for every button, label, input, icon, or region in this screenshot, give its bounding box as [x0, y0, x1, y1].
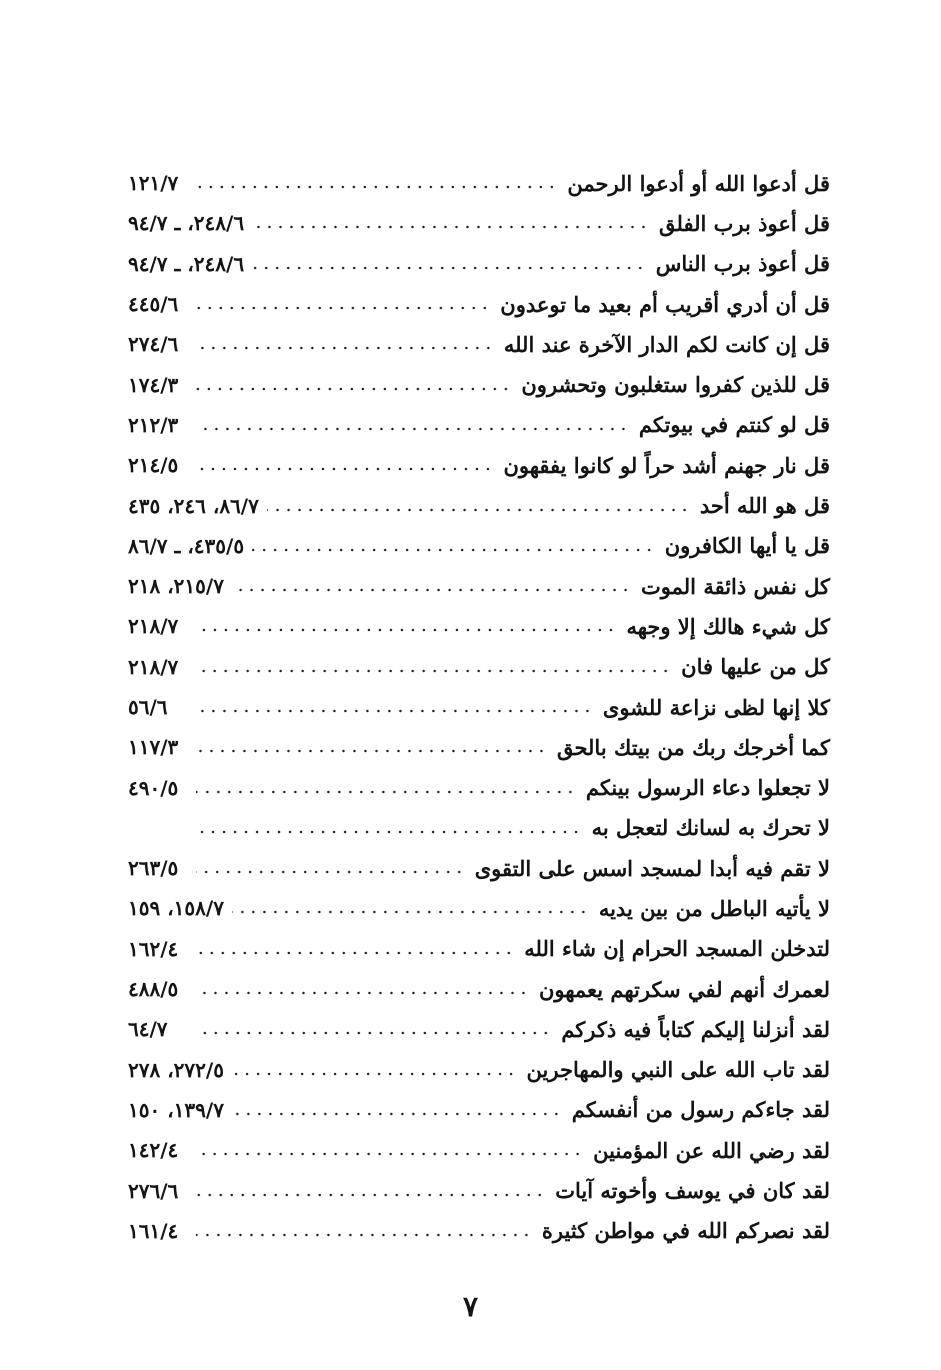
dot-leader	[232, 587, 631, 593]
verse-phrase: لقد كان في يوسف وأخوته آيات	[555, 1178, 830, 1204]
index-entry	[128, 1211, 830, 1251]
volume-page-reference: ٢١٨/٧	[128, 654, 179, 679]
index-entry	[128, 284, 830, 324]
dot-leader	[196, 1030, 551, 1036]
volume-page-reference: ٢١٨/٧	[128, 614, 179, 639]
verse-phrase: كما أخرجك ربك من بيتك بالحق	[556, 734, 830, 760]
dot-leader	[196, 426, 629, 432]
volume-page-reference: ٢٤٨/٦، ـ ٩٤/٧	[128, 211, 245, 236]
verse-phrase: قل للذين كفروا ستغلبون وتحشرون	[521, 372, 830, 398]
dot-leader	[196, 869, 465, 875]
dot-leader	[196, 1192, 545, 1198]
index-entry	[128, 526, 830, 566]
verse-phrase: قل أدعوا الله أو أدعوا الرحمن	[567, 170, 830, 196]
volume-page-reference: ١١٧/٣	[128, 735, 179, 760]
verse-phrase: لقد رضي الله عن المؤمنين	[593, 1137, 830, 1163]
verse-phrase: قل لو كنتم في بيوتكم	[638, 412, 830, 438]
volume-page-reference: ٢٧٢/٥، ٢٧٨	[128, 1057, 224, 1082]
dot-leader	[196, 466, 493, 472]
index-entry	[128, 1009, 830, 1049]
index-entry	[128, 929, 830, 969]
dot-leader	[196, 1232, 532, 1238]
index-entry	[128, 1170, 830, 1210]
index-entry	[128, 888, 830, 928]
index-entry	[128, 163, 830, 203]
dot-leader	[196, 345, 494, 351]
verse-phrase: لقد تاب الله على النبي والمهاجرين	[526, 1057, 830, 1083]
dot-leader	[196, 708, 593, 714]
verse-index-list	[128, 163, 830, 1251]
volume-page-reference: ٥٦/٦	[128, 695, 168, 719]
verse-phrase: كل نفس ذائقة الموت	[641, 573, 830, 599]
index-entry	[128, 445, 830, 485]
dot-leader	[196, 386, 511, 392]
dot-leader	[196, 627, 616, 633]
index-entry	[128, 485, 830, 525]
volume-page-reference: ٤٩٠/٥	[128, 775, 179, 800]
dot-leader	[196, 184, 557, 190]
volume-page-reference: ٢٧٤/٦	[128, 332, 179, 357]
page-number: ٧	[462, 1290, 479, 1323]
index-entry	[128, 405, 830, 445]
index-entry	[128, 1130, 830, 1170]
verse-phrase: لا تقم فيه أبدا لمسجد اسس على التقوى	[474, 855, 830, 881]
verse-phrase: قل يا أيها الكافرون	[664, 533, 830, 559]
dot-leader	[232, 909, 589, 915]
dot-leader	[196, 950, 514, 956]
volume-page-reference: ٢٤٨/٦، ـ ٩٤/٧	[128, 251, 245, 276]
dot-leader	[196, 305, 490, 311]
volume-page-reference: ٢١٤/٥	[128, 453, 179, 478]
volume-page-reference: ٤٤٥/٦	[128, 292, 179, 317]
verse-phrase: لتدخلن المسجد الحرام إن شاء الله	[524, 936, 830, 962]
volume-page-reference: ٦٤/٧	[128, 1017, 168, 1042]
volume-page-reference: ٤٣٥/٥، ـ ٨٦/٧	[128, 533, 245, 558]
index-entry	[128, 244, 830, 284]
dot-leader	[267, 507, 690, 513]
index-entry	[128, 808, 830, 848]
index-entry	[128, 1050, 830, 1090]
dot-leader	[252, 547, 655, 553]
index-entry	[128, 1090, 830, 1130]
verse-phrase: لا تحرك به لسانك لتعجل به	[591, 815, 830, 841]
dot-leader	[196, 789, 576, 795]
dot-leader	[196, 829, 582, 835]
dot-leader	[196, 1151, 583, 1157]
verse-phrase: قل إن كانت لكم الدار الآخرة عند الله	[503, 331, 830, 357]
index-entry	[128, 203, 830, 243]
verse-phrase: قل أعوذ برب الناس	[655, 251, 830, 277]
index-entry	[128, 647, 830, 687]
volume-page-reference: ١٤٢/٤	[128, 1138, 179, 1163]
index-entry	[128, 606, 830, 646]
volume-page-reference: ١٣٩/٧، ١٥٠	[128, 1097, 224, 1122]
volume-page-reference: ٨٦/٧، ٢٤٦، ٤٣٥	[128, 493, 259, 518]
verse-phrase: كلا إنها لظى نزاعة للشوى	[602, 694, 830, 720]
index-entry	[128, 848, 830, 888]
verse-phrase: قل أعوذ برب الفلق	[659, 210, 830, 236]
dot-leader	[232, 1071, 517, 1077]
index-entry	[128, 969, 830, 1009]
verse-phrase: كل من عليها فان	[681, 654, 830, 680]
verse-phrase: لا يأتيه الباطل من بين يديه	[598, 895, 830, 921]
verse-phrase: قل هو الله أحد	[699, 493, 830, 519]
volume-page-reference: ١٦١/٤	[128, 1218, 179, 1243]
volume-page-reference: ٤٨٨/٥	[128, 977, 179, 1002]
volume-page-reference: ١٦٢/٤	[128, 936, 179, 961]
volume-page-reference: ١٧٤/٣	[128, 372, 179, 397]
dot-leader	[252, 265, 646, 271]
dot-leader	[196, 748, 547, 754]
dot-leader	[196, 668, 671, 674]
dot-leader	[196, 990, 529, 996]
verse-phrase: قل أن أدري أقريب أم بعيد ما توعدون	[500, 291, 830, 317]
index-entry	[128, 324, 830, 364]
index-entry	[128, 767, 830, 807]
volume-page-reference: ٢١٢/٣	[128, 412, 179, 437]
volume-page-reference: ١٥٨/٧، ١٥٩	[128, 896, 224, 921]
index-entry	[128, 687, 830, 727]
index-entry	[128, 727, 830, 767]
verse-phrase: لا تجعلوا دعاء الرسول بينكم	[585, 775, 830, 801]
verse-phrase: لقد نصركم الله في مواطن كثيرة	[541, 1218, 830, 1244]
dot-leader	[232, 1111, 562, 1117]
volume-page-reference: ٢١٥/٧، ٢١٨	[128, 574, 224, 599]
verse-phrase: كل شيء هالك إلا وجهه	[626, 613, 830, 639]
index-entry	[128, 566, 830, 606]
volume-page-reference: ٢٧٦/٦	[128, 1178, 179, 1203]
volume-page-reference: ١٢١/٧	[128, 171, 179, 196]
index-entry	[128, 364, 830, 404]
verse-phrase: لقد أنزلنا إليكم كتاباً فيه ذكركم	[561, 1016, 830, 1042]
dot-leader	[252, 224, 649, 230]
verse-phrase: لقد جاءكم رسول من أنفسكم	[571, 1097, 830, 1123]
verse-phrase: قل نار جهنم أشد حراً لو كانوا يفقهون	[503, 452, 830, 478]
volume-page-reference: ٢٦٣/٥	[128, 856, 179, 881]
verse-phrase: لعمرك أنهم لفي سكرتهم يعمهون	[538, 976, 830, 1002]
